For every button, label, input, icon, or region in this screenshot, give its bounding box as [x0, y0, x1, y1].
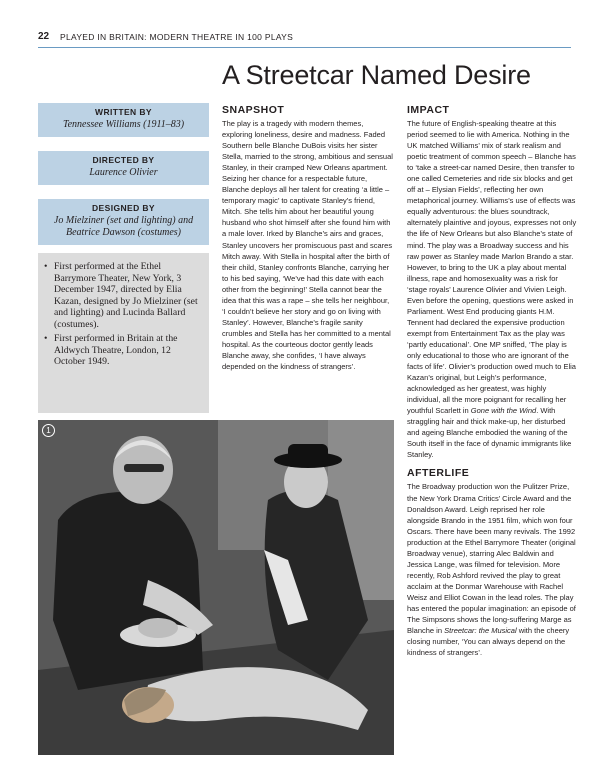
running-title: PLAYED IN BRITAIN: MODERN THEATRE IN 100 PLAYS: [60, 32, 294, 42]
photo-scene-illustration: [38, 420, 394, 755]
impact-text: [407, 118, 579, 460]
section-heading-impact: IMPACT: [407, 104, 450, 116]
credit-value: Jo Mielziner (set and lighting) and Beatrice Dawson (costumes): [53, 215, 194, 238]
credit-directed-by: [38, 151, 209, 185]
section-heading-afterlife: AFTERLIFE: [407, 467, 470, 480]
film-title: Gone with the Wind: [470, 406, 537, 416]
afterlife-text: [407, 481, 579, 658]
photo-number-badge: 1: [42, 424, 55, 437]
fact-item: • First performed in Britain at the Aldwych Theatre, London, 12 October 1949.: [44, 333, 203, 368]
credit-label: DIRECTED BY: [92, 155, 155, 165]
facts-list: [44, 261, 203, 368]
snapshot-section: [222, 104, 394, 372]
musical-title: Streetcar: the Musical: [444, 626, 517, 636]
credit-label: DESIGNED BY: [92, 203, 155, 213]
afterlife-text-part: with the cheery closing number, ‘You can always depend on the kindness of strangers’.: [407, 626, 570, 658]
production-photo: [38, 420, 394, 755]
credit-designed-by: [38, 199, 209, 245]
section-heading-snapshot: SNAPSHOT: [222, 104, 285, 116]
page-title: A Streetcar Named Desire: [222, 60, 531, 90]
impact-text-part: The future of English-speaking theatre at this period seemed to lie with America. Nothing in the UK matched Williams’ mix of stark realism and poetic treatment of common speech – Blanche has to ‘take a street-car named Desire, then transfer to one called Cemeteries and ride six blocks and get off at – Elysian Fields’, reflecting her own metaphorical journey. Williams’s use of effects was equally adventurous: the blues soundtrack, alternately plaintive and joyous, expresses not only the life of New Orleans but also Blanche’s state of mind. The play was a Broadway success and his raw power as Stanley made Marlon Brando a star. However, to bring to the UK a play about mental illness, rape and homosexuality was a risk for ‘stage royals’ Laurence Olivier and Vivien Leigh. Even before the opening, questions were asked in Parliament. West End producing giants H.M. Tennent had declared the expensive production exempt from Entertainment Tax as the play was ‘partly educational’. One MP sniffed, ‘The play is only educational to those who are ignorant of the facts of life’. Olivier’s production owed much to Elia Kazan’s original, but Leigh’s performance, acknowledged as her greatest, was highly individual, all the more poignant for recalling her youthful Scarlett in: [407, 119, 577, 416]
credit-value: Tennessee Williams (1911–83): [62, 119, 185, 130]
credit-value: Laurence Olivier: [89, 167, 158, 178]
snapshot-text: The play is a tragedy with modern themes, exploring loneliness, desire and madness. Faded Southern belle Blanche DuBois visits her sister Stella, married to the strong, ambitious and sensual Stanley, in their cramped New Orleans apartment. Seizing her chance for a respectable future, Blanche deploys all her talent for creating ‘a little – temporary magic’ to captivate Stanley’s friend, Mitch. She tells him about her beautiful young husband who shot himself after she found him with a male lover. Irked by Blanche’s airs and graces, Stanley uncovers her promiscuous past and scares Mitch away. With Stella in hospital after the birth of their child, Stanley confronts Blanche, carrying her to his bed saying, ‘We’ve had this date with each other from the beginning!’ Stella cannot bear the idea that this was a rape – she tells her neighbour, ‘I couldn’t believe her story and go on living with Stanley’. However, Blanche’s fragile sanity crumbles and Stella has her committed to a mental hospital. As the courteous doctor gently leads Blanche away, she confides, ‘I have always depended on the kindness of strangers’.: [222, 119, 393, 372]
fact-item: • First performed at the Ethel Barrymore Theater, New York, 3 December 1947, directed by Elia Kazan, designed by Jo Mielziner (set and lighting) and Lucinda Ballard (costumes).: [44, 261, 203, 330]
facts-box: [38, 253, 209, 413]
credit-written-by: [38, 103, 209, 137]
impact-afterlife-column: [407, 104, 579, 658]
running-header: [38, 30, 571, 48]
credit-label: WRITTEN BY: [95, 107, 152, 117]
page-number: 22: [38, 31, 50, 42]
impact-text-part: . With straggling hair and thick make-up, her disturbed and ageing Blanche embodied the waning of the South itself in the face of dynamic immigrants like Stanley.: [407, 406, 572, 460]
afterlife-text-part: The Broadway production won the Pulitzer Prize, the New York Drama Critics’ Circle Award and the Donaldson Award. Leigh reprised her role alongside Brando in the 1951 film, which won four Oscars. There have been many revivals. The 1992 production at the Ethel Barrymore Theater (original Broadway venue), starring Alec Baldwin and Jessica Lange, was filmed for television. More recently, Rob Ashford revived the play to great acclaim at the Donmar Warehouse with Rachel Weisz and Elliot Cowan in the lead roles. The play has entered the popular imagination: an episode of The Simpsons shows the long-suffering Marge as Blanche in: [407, 482, 576, 636]
